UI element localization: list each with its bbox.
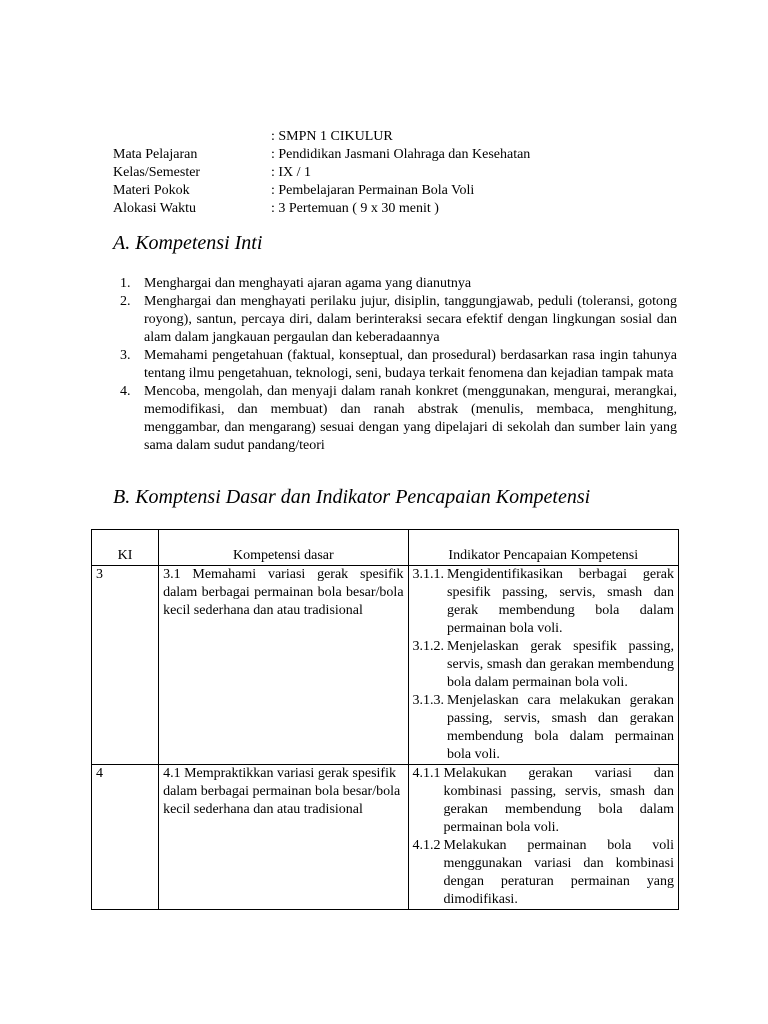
indicator-cell [408,765,678,910]
list-item [113,275,677,293]
identity-value: : Pendidikan Jasmani Olahraga dan Kesehatan [271,147,531,162]
list-item-text: Menghargai dan menghayati ajaran agama yang dianutnya [144,276,472,291]
list-item-number: 2. [120,294,131,309]
kd-cell: 4.1 Mempraktikkan variasi gerak spesifik dalam berbagai permainan bola besar/bola kecil sederhana dan atau tradisional [159,765,408,910]
table-header-row [92,530,679,566]
identity-value: : 3 Pertemuan ( 9 x 30 menit ) [271,201,439,216]
indicator-number: 4.1.2 [412,838,441,853]
table-row [92,566,679,765]
table-row [92,765,679,910]
indicator-cell [408,566,678,765]
indicator-item [413,765,674,837]
list-item-text: Mencoba, mengolah, dan menyaji dalam ranah konkret (menggunakan, mengurai, merangkai, memodifikasi, dan membuat) dan ranah abstrak (menulis, membaca, menghitung, menggambar, dan mengarang) sesuai dengan yang dipelajari di sekolah dan sumber lain yang sama dalam sudut pandang/teori [144,384,677,453]
indicator-number: 3.1.1. [412,567,445,582]
indicator-text: Menjelaskan gerak spesifik passing, servis, smash dan gerakan membendung bola dalam permainan bola voli. [447,639,674,690]
list-item-text: Menghargai dan menghayati perilaku jujur, disiplin, tanggungjawab, peduli (toleransi, gotong royong), santun, percaya diri, dalam berinteraksi secara efektif dengan lingkungan sosial dan alam dalam jangkauan pergaulan dan keberadaannya [144,294,677,345]
list-item-text: Memahami pengetahuan (faktual, konseptual, dan prosedural) berdasarkan rasa ingin tahunya tentang ilmu pengetahuan, teknologi, seni, budaya terkait fenomena dan kejadian tampak mata [144,348,677,381]
indicator-text: Melakukan permainan bola voli menggunakan variasi dan kombinasi dengan peraturan permainan yang dimodifikasi. [443,838,674,907]
kd-cell: 3.1 Memahami variasi gerak spesifik dalam berbagai permainan bola besar/bola kecil sederhana dan atau tradisional [159,566,408,765]
column-header-ki: KI [92,530,159,566]
indicator-item [413,692,674,764]
indicator-text: Menjelaskan cara melakukan gerakan passing, servis, smash dan gerakan membendung bola dalam permainan bola voli. [447,693,674,762]
section-a-heading: A. Kompetensi Inti [113,232,263,254]
list-item-number: 3. [120,348,131,363]
list-item-number: 4. [120,384,131,399]
identity-label: Kelas/Semester [113,165,201,180]
identity-value: : Pembelajaran Permainan Bola Voli [271,183,475,198]
column-header-kd: Kompetensi dasar [159,530,408,566]
identity-value: : IX / 1 [271,165,312,180]
list-item-number: 1. [120,276,131,291]
identity-label: Alokasi Waktu [113,201,196,216]
identity-label: Materi Pokok [113,183,190,198]
indicator-item [413,638,674,692]
ki-cell: 4 [92,765,159,910]
indicator-number: 3.1.3. [412,693,445,708]
indicator-item [413,837,674,909]
ki-cell: 3 [92,566,159,765]
indicator-number: 4.1.1 [412,766,441,781]
column-header-indicator: Indikator Pencapaian Kompetensi [408,530,678,566]
indicator-item [413,566,674,638]
indicator-text: Mengidentifikasikan berbagai gerak spesifik passing, servis, smash dan gerak membendung bola dalam permainan bola voli. [447,567,674,636]
section-b-heading: B. Komptensi Dasar dan Indikator Pencapaian Kompetensi [113,486,591,508]
identity-value: : SMPN 1 CIKULUR [271,129,393,144]
indicator-text: Melakukan gerakan variasi dan kombinasi passing, servis, smash dan gerakan membendung bola dalam permainan bola voli. [443,766,674,835]
list-item [113,347,677,383]
kompetensi-inti-list [113,275,677,455]
list-item [113,383,677,455]
indicator-number: 3.1.2. [412,639,445,654]
list-item [113,293,677,347]
identity-label: Mata Pelajaran [113,147,198,162]
competency-table [91,529,679,910]
